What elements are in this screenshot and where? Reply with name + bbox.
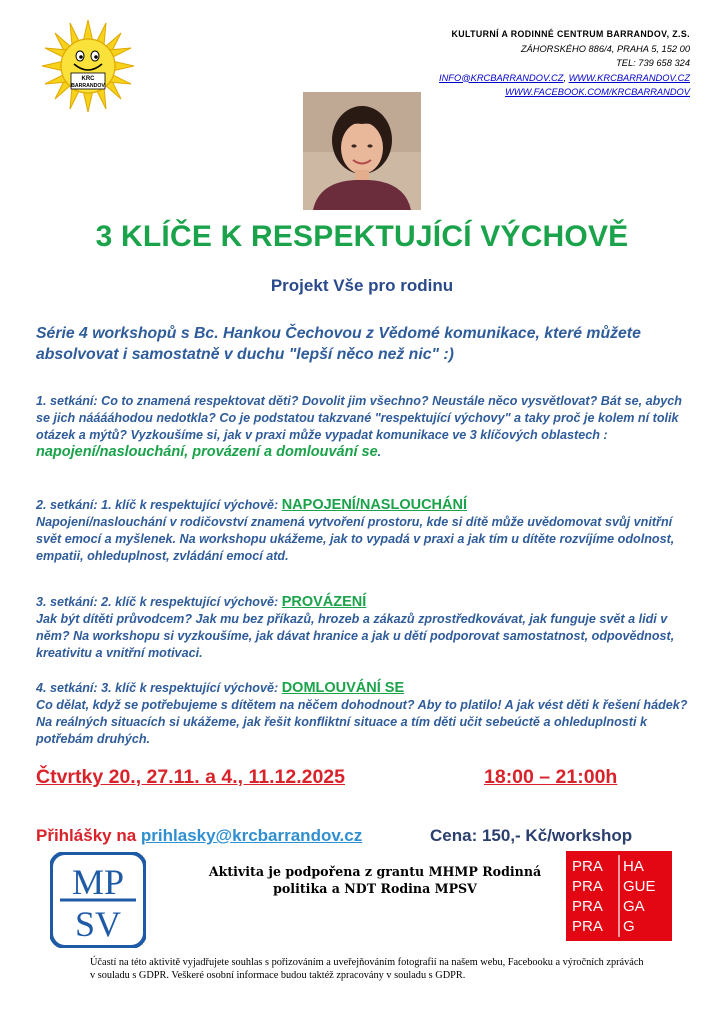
session-4-text: Co dělat, když se potřebujeme s dítětem na něčem dohodnout? Aby to platilo! A jak vést děti k řešení hádek? Na reálných situacích si ukážeme, jak řešit konfliktní situace a tím děti učit sebeúctě a ohleduplnosti k potřebám druhých. bbox=[36, 698, 688, 746]
grant-note: Aktivita je podpořena z grantu MHMP Rodinná politika a NDT Rodina MPSV bbox=[208, 864, 542, 896]
praha-logo bbox=[566, 851, 672, 941]
session-1-highlight: napojení/naslouchání, provázení a domlouvání se bbox=[36, 444, 378, 460]
mpsv-logo bbox=[50, 852, 146, 948]
session-2-key: NAPOJENÍ/NASLOUCHÁNÍ bbox=[281, 497, 467, 513]
link-separator: , bbox=[563, 72, 567, 83]
session-3 bbox=[36, 594, 696, 662]
session-2-prefix: 2. setkání: 1. klíč k respektující výchově: bbox=[36, 498, 279, 512]
praha-right-2: GUE bbox=[623, 878, 656, 895]
org-name: KULTURNÍ A RODINNÉ CENTRUM BARRANDOV, Z.S. bbox=[451, 29, 690, 39]
session-4 bbox=[36, 680, 696, 748]
session-1 bbox=[36, 393, 696, 461]
header-contacts bbox=[390, 27, 690, 100]
gdpr-note: Účastí na této aktivitě vyjadřujete souhlas s pořizováním a uveřejňováním fotografií na našem webu, Facebooku a výročních zprávách v souladu s GDPR. Veškeré osobní informace budou taktéž zpracovány v souladu s GDPR. bbox=[90, 957, 644, 981]
praha-left-3: PRA bbox=[572, 898, 603, 915]
session-3-prefix: 3. setkání: 2. klíč k respektující výchově: bbox=[36, 595, 279, 609]
session-4-prefix: 4. setkání: 3. klíč k respektující výchově: bbox=[36, 681, 279, 695]
facebook-link[interactable]: WWW.FACEBOOK.COM/KRCBARRANDOV bbox=[505, 87, 690, 97]
lecturer-photo bbox=[303, 92, 421, 210]
org-phone: TEL: 739 658 324 bbox=[616, 58, 690, 68]
mpsv-top: MP bbox=[71, 862, 125, 902]
org-address: ZÁHORSKÉHO 886/4, PRAHA 5, 152 00 bbox=[520, 43, 690, 54]
logo-line2: BARRANDOV bbox=[71, 83, 105, 89]
praha-left-4: PRA bbox=[572, 918, 603, 935]
praha-right-1: HA bbox=[623, 858, 644, 875]
mpsv-bottom: SV bbox=[74, 904, 122, 944]
session-3-key: PROVÁZENÍ bbox=[281, 594, 367, 610]
series-intro: Série 4 workshopů s Bc. Hankou Čechovou z Vědomé komunikace, které můžete absolvovat i samostatně v duchu "lepší něco než nic" :) bbox=[36, 325, 641, 363]
praha-right-4: G bbox=[623, 918, 635, 935]
price: Cena: 150,- Kč/workshop bbox=[430, 826, 633, 845]
project-subtitle: Projekt Vše pro rodinu bbox=[270, 276, 454, 295]
email-link[interactable]: INFO@KRCBARRANDOV.CZ bbox=[438, 72, 564, 83]
session-1-end: . bbox=[377, 445, 382, 459]
praha-left-1: PRA bbox=[572, 858, 603, 875]
logo-line1: KRC bbox=[81, 76, 95, 82]
event-time: 18:00 – 21:00h bbox=[484, 766, 618, 788]
session-2-text: Napojení/naslouchání v rodičovství znamená vytvoření prostoru, kde si dítě může uvědomovat svůj vnitřní svět emocí a myšlenek. Na workshopu ukážeme, jak to vypadá v praxi a jak tím u dítěte rozvíjíme odolnost, empatii, ohleduplnost, zvládání emocí atd. bbox=[36, 515, 675, 563]
session-4-key: DOMLOUVÁNÍ SE bbox=[281, 680, 405, 696]
registration-email-link[interactable]: prihlasky@krcbarrandov.cz bbox=[140, 826, 363, 845]
session-1-text: 1. setkání: Co to znamená respektovat děti? Dovolit jim všechno? Neustále něco vysvětlovat? Bát se, abych se jich nááááhodou nedotkla? Co je podstatou takzvané "respektující výchovy" a taky proč je kolem ní tolik otázek a mýtů? Vyzkoušíme si, jak v praxi může vypadat komunikace ve 3 klíčových oblastech : bbox=[36, 394, 682, 442]
praha-left-2: PRA bbox=[572, 878, 603, 895]
event-dates: Čtvrtky 20., 27.11. a 4., 11.12.2025 bbox=[36, 766, 345, 788]
website-link[interactable]: WWW.KRCBARRANDOV.CZ bbox=[568, 72, 690, 83]
session-2 bbox=[36, 497, 696, 565]
praha-right-3: GA bbox=[623, 898, 645, 915]
registration-label: Přihlášky na bbox=[36, 826, 137, 845]
page-title: 3 KLÍČE K RESPEKTUJÍCÍ VÝCHOVĚ bbox=[95, 220, 629, 253]
session-3-text: Jak být dítěti průvodcem? Jak mu bez příkazů, hrozeb a zákazů zprostředkovávat, jak funguje svět a lidi v něm? Na workshopu si vyzkoušíme, jak dávat hranice a jak u dětí podporovat samostatnost, odpovědnost, kreativitu a vnitřní motivaci. bbox=[36, 612, 675, 660]
krc-sun-logo bbox=[40, 18, 136, 114]
registration bbox=[36, 826, 362, 846]
